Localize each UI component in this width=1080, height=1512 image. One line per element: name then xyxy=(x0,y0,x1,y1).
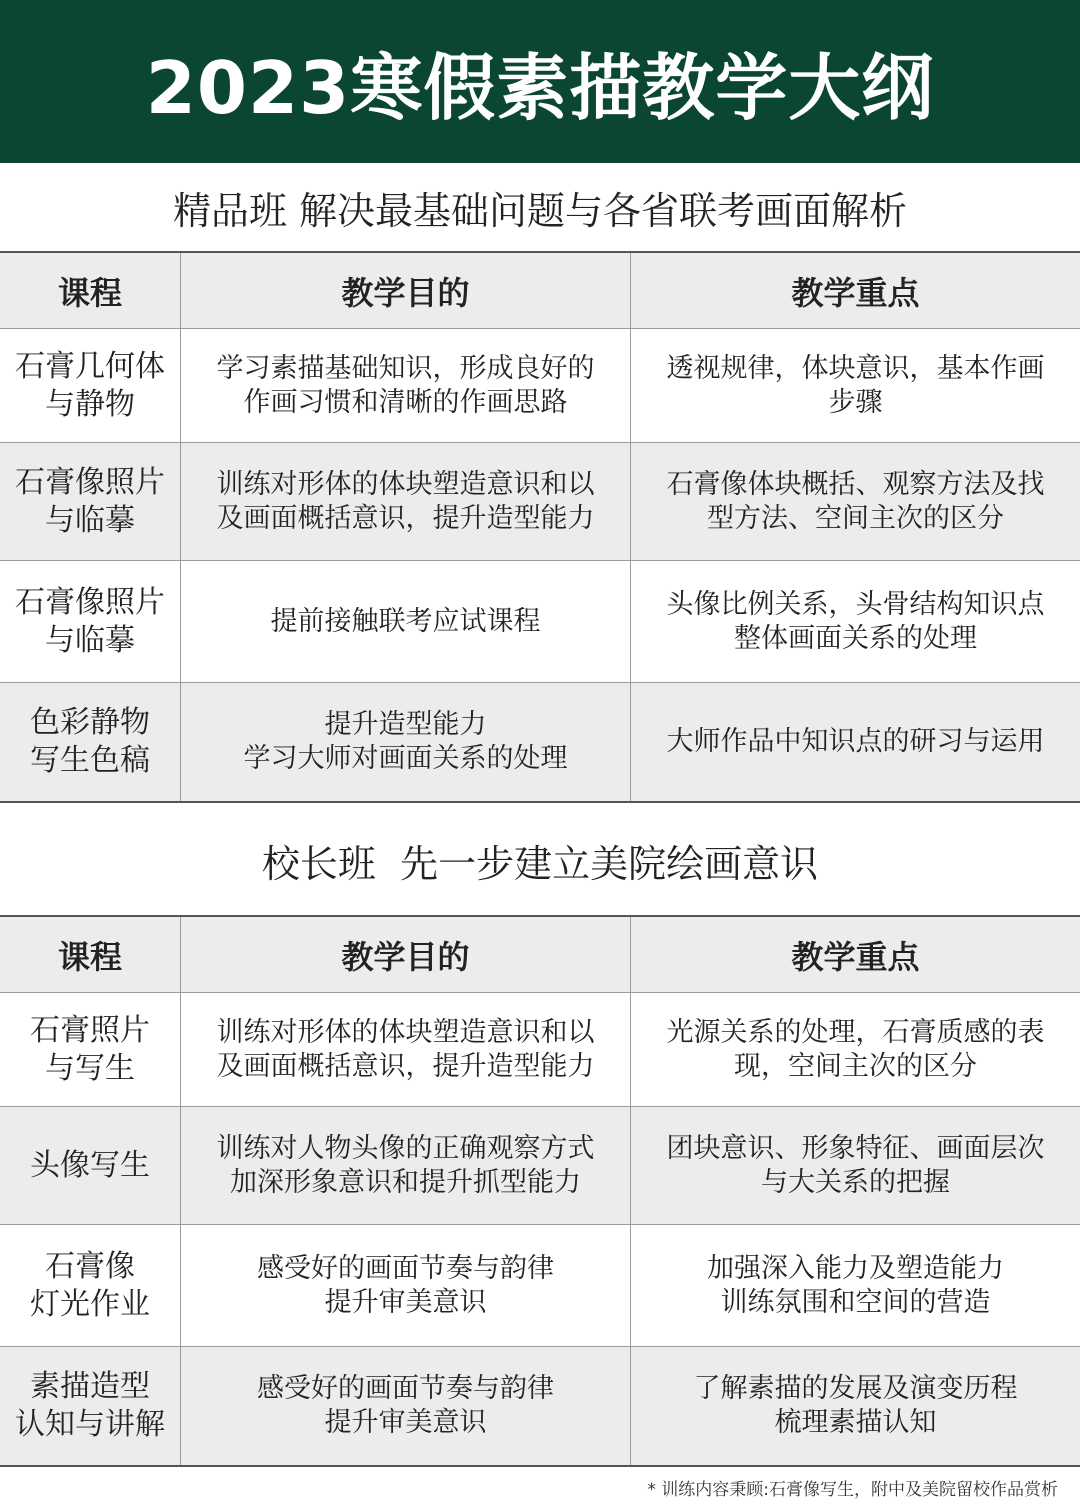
course-cell: 石膏像 灯光作业 xyxy=(0,1225,181,1346)
table-row xyxy=(0,561,1080,683)
header-course: 课程 xyxy=(0,917,181,992)
footnote: * 训练内容秉顾:石膏像写生，附中及美院留校作品赏析 xyxy=(647,1480,1058,1500)
section2-title: 校长班 先一步建立美院绘画意识 xyxy=(0,805,1080,915)
page-title: 2023寒假素描教学大纲 xyxy=(145,45,935,130)
table-header-row xyxy=(0,253,1080,329)
course-cell: 素描造型 认知与讲解 xyxy=(0,1347,181,1465)
table-header-row xyxy=(0,917,1080,993)
table-row xyxy=(0,993,1080,1107)
focus-cell: 石膏像体块概括、观察方法及找 型方法、空间主次的区分 xyxy=(666,468,1045,534)
header-focus: 教学重点 xyxy=(791,273,920,312)
focus-cell: 透视规律，体块意识，基本作画 步骤 xyxy=(666,352,1045,418)
goal-cell: 训练对形体的体块塑造意识和以 及画面概括意识，提升造型能力 xyxy=(181,993,631,1106)
header-focus: 教学重点 xyxy=(791,937,920,976)
course-cell: 头像写生 xyxy=(0,1107,181,1224)
focus-cell: 大师作品中知识点的研习与运用 xyxy=(666,726,1045,757)
table-row xyxy=(0,1225,1080,1347)
goal-cell: 学习素描基础知识，形成良好的 作画习惯和清晰的作画思路 xyxy=(181,329,631,442)
course-cell: 色彩静物 写生色稿 xyxy=(0,683,181,801)
header-goal: 教学目的 xyxy=(181,917,631,992)
focus-cell: 加强深入能力及塑造能力 训练氛围和空间的营造 xyxy=(707,1252,1004,1318)
header-course: 课程 xyxy=(0,253,181,328)
title-banner xyxy=(0,0,1080,163)
section1-title: 精品班 解决最基础问题与各省联考画面解析 xyxy=(0,163,1080,252)
table-row xyxy=(0,683,1080,801)
section2-table xyxy=(0,915,1080,1467)
header-goal: 教学目的 xyxy=(181,253,631,328)
course-cell: 石膏几何体 与静物 xyxy=(0,329,181,442)
focus-cell: 了解素描的发展及演变历程 梳理素描认知 xyxy=(693,1373,1018,1438)
goal-cell: 训练对人物头像的正确观察方式 加深形象意识和提升抓型能力 xyxy=(181,1107,631,1224)
goal-cell: 感受好的画面节奏与韵律 提升审美意识 xyxy=(181,1225,631,1346)
focus-cell: 团块意识、形象特征、画面层次 与大关系的把握 xyxy=(666,1132,1045,1198)
focus-cell: 头像比例关系，头骨结构知识点 整体画面关系的处理 xyxy=(666,588,1045,654)
goal-cell: 训练对形体的体块塑造意识和以 及画面概括意识，提升造型能力 xyxy=(181,443,631,560)
table-row xyxy=(0,329,1080,443)
goal-cell: 感受好的画面节奏与韵律 提升审美意识 xyxy=(181,1347,631,1465)
focus-cell: 光源关系的处理，石膏质感的表 现，空间主次的区分 xyxy=(666,1016,1045,1082)
table-row xyxy=(0,1107,1080,1225)
course-cell: 石膏照片 与写生 xyxy=(0,993,181,1106)
table-row xyxy=(0,443,1080,561)
section1-table xyxy=(0,251,1080,803)
goal-cell: 提前接触联考应试课程 xyxy=(181,561,631,682)
goal-cell: 提升造型能力 学习大师对画面关系的处理 xyxy=(181,683,631,801)
course-cell: 石膏像照片 与临摹 xyxy=(0,443,181,560)
table-row xyxy=(0,1347,1080,1465)
course-cell: 石膏像照片 与临摹 xyxy=(0,561,181,682)
